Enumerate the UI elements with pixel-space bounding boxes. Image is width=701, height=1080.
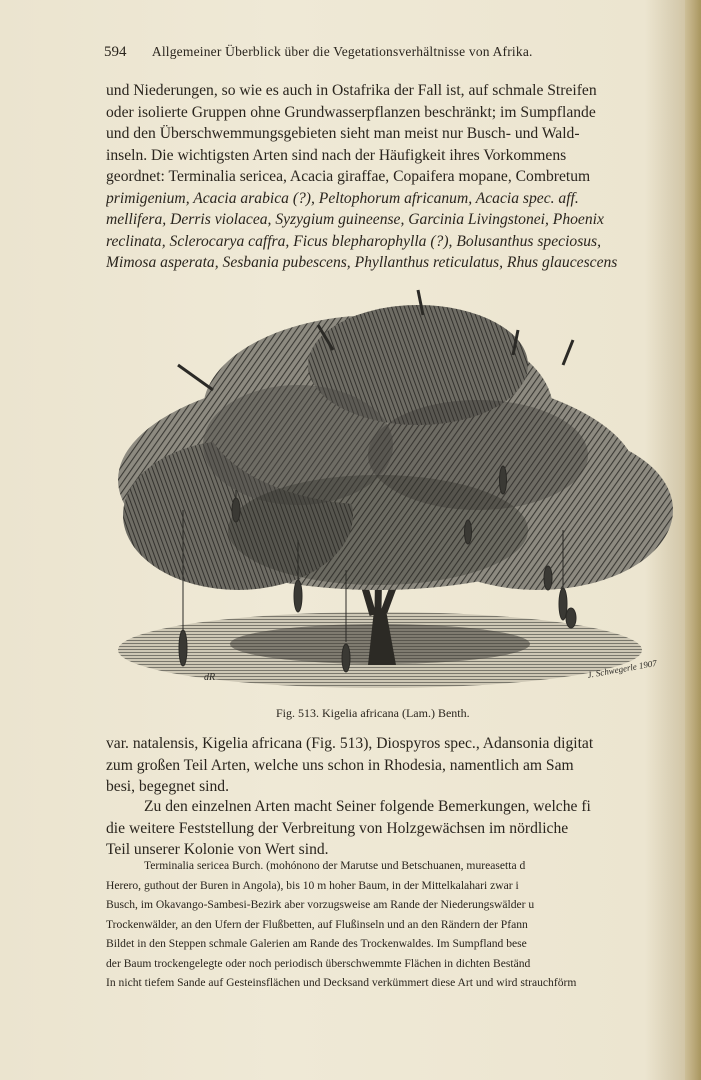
text-line: zum großen Teil Arten, welche uns schon in Rhodesia, namentlich am Sam bbox=[106, 756, 574, 774]
paragraph-continuation bbox=[106, 733, 682, 798]
page-number: 594 bbox=[104, 44, 127, 60]
running-header bbox=[104, 44, 684, 61]
text-line: var. natalensis, Kigelia africana (Fig. 513), Diospyros spec., Adansonia digitat bbox=[106, 735, 594, 752]
text-line: In nicht tiefem Sande auf Gesteinsflächen und Decksand verkümmert diese Art und wird strauchförm bbox=[106, 976, 577, 989]
text-line: Zu den einzelnen Arten macht Seiner folgende Bemerkungen, welche fi bbox=[144, 798, 591, 815]
paragraph-terminalia-note bbox=[106, 856, 674, 993]
text-line: Busch, im Okavango-Sambesi-Bezirk aber vorzugsweise am Rande der Niederungswälder u bbox=[106, 898, 535, 911]
text-line: Bildet in den Steppen schmale Galerien am Rande des Trockenwaldes. Im Sumpfland bese bbox=[106, 937, 527, 950]
paragraph-species-list bbox=[106, 80, 682, 274]
text-line: primigenium, Acacia arabica (?), Peltophorum africanum, Acacia spec. aff. bbox=[106, 189, 579, 207]
text-line: geordnet: Terminalia sericea, Acacia giraffae, Copaifera mopane, Combretum bbox=[106, 168, 591, 185]
text-line: und den Überschwemmungsgebieten sieht man meist nur Busch- und Wald- bbox=[106, 125, 580, 142]
engraver-signature-right: J. Schwegerle 1907 bbox=[586, 657, 658, 680]
paragraph-seiner-remarks bbox=[106, 796, 682, 861]
text-line: der Baum trockengelegte oder noch periodisch überschwemmte Flächen in dichten Beständ bbox=[106, 956, 531, 970]
figure-caption: Fig. 513. Kigelia africana (Lam.) Benth. bbox=[276, 706, 470, 720]
figure-tree-illustration bbox=[118, 270, 680, 700]
text-line: reclinata, Sclerocarya caffra, Ficus blepharophylla (?), Bolusanthus speciosus, bbox=[106, 232, 602, 250]
tree-crown bbox=[118, 290, 673, 590]
text-line: Herero, guthout der Buren in Angola), bis 10 m hoher Baum, in der Mittelkalahari zwar i bbox=[106, 878, 519, 892]
text-line: inseln. Die wichtigsten Arten sind nach der Häufigkeit ihres Vorkommens bbox=[106, 146, 567, 164]
tree-engraving bbox=[118, 270, 680, 700]
text-line: Trockenwälder, an den Ufern der Flußbetten, auf Flußinseln und an den Rändern der Pfann bbox=[106, 917, 528, 931]
text-line: Teil unserer Kolonie von Wert sind. bbox=[106, 841, 329, 858]
text-line: die weitere Feststellung der Verbreitung von Holzgewächsen im nördliche bbox=[106, 819, 569, 837]
running-title: Allgemeiner Überblick über die Vegetationsverhältnisse von Afrika. bbox=[151, 44, 533, 59]
text-line: besi, begegnet sind. bbox=[106, 778, 229, 795]
page-edge bbox=[685, 0, 701, 1080]
text-line: Mimosa asperata, Sesbania pubescens, Phyllanthus reticulatus, Rhus glaucescens bbox=[106, 254, 618, 271]
text-line: mellifera, Derris violacea, Syzygium guineense, Garcinia Livingstonei, Phoenix bbox=[106, 211, 604, 228]
text-line: Terminalia sericea Burch. (mohónono der Marutse und Betschuanen, mureasetta d bbox=[144, 859, 526, 872]
engraver-signature-left: dR bbox=[204, 672, 216, 683]
text-line: oder isolierte Gruppen ohne Grundwasserpflanzen beschränkt; im Sumpflande bbox=[106, 103, 596, 121]
text-line: und Niederungen, so wie es auch in Ostafrika der Fall ist, auf schmale Streifen bbox=[106, 82, 597, 99]
